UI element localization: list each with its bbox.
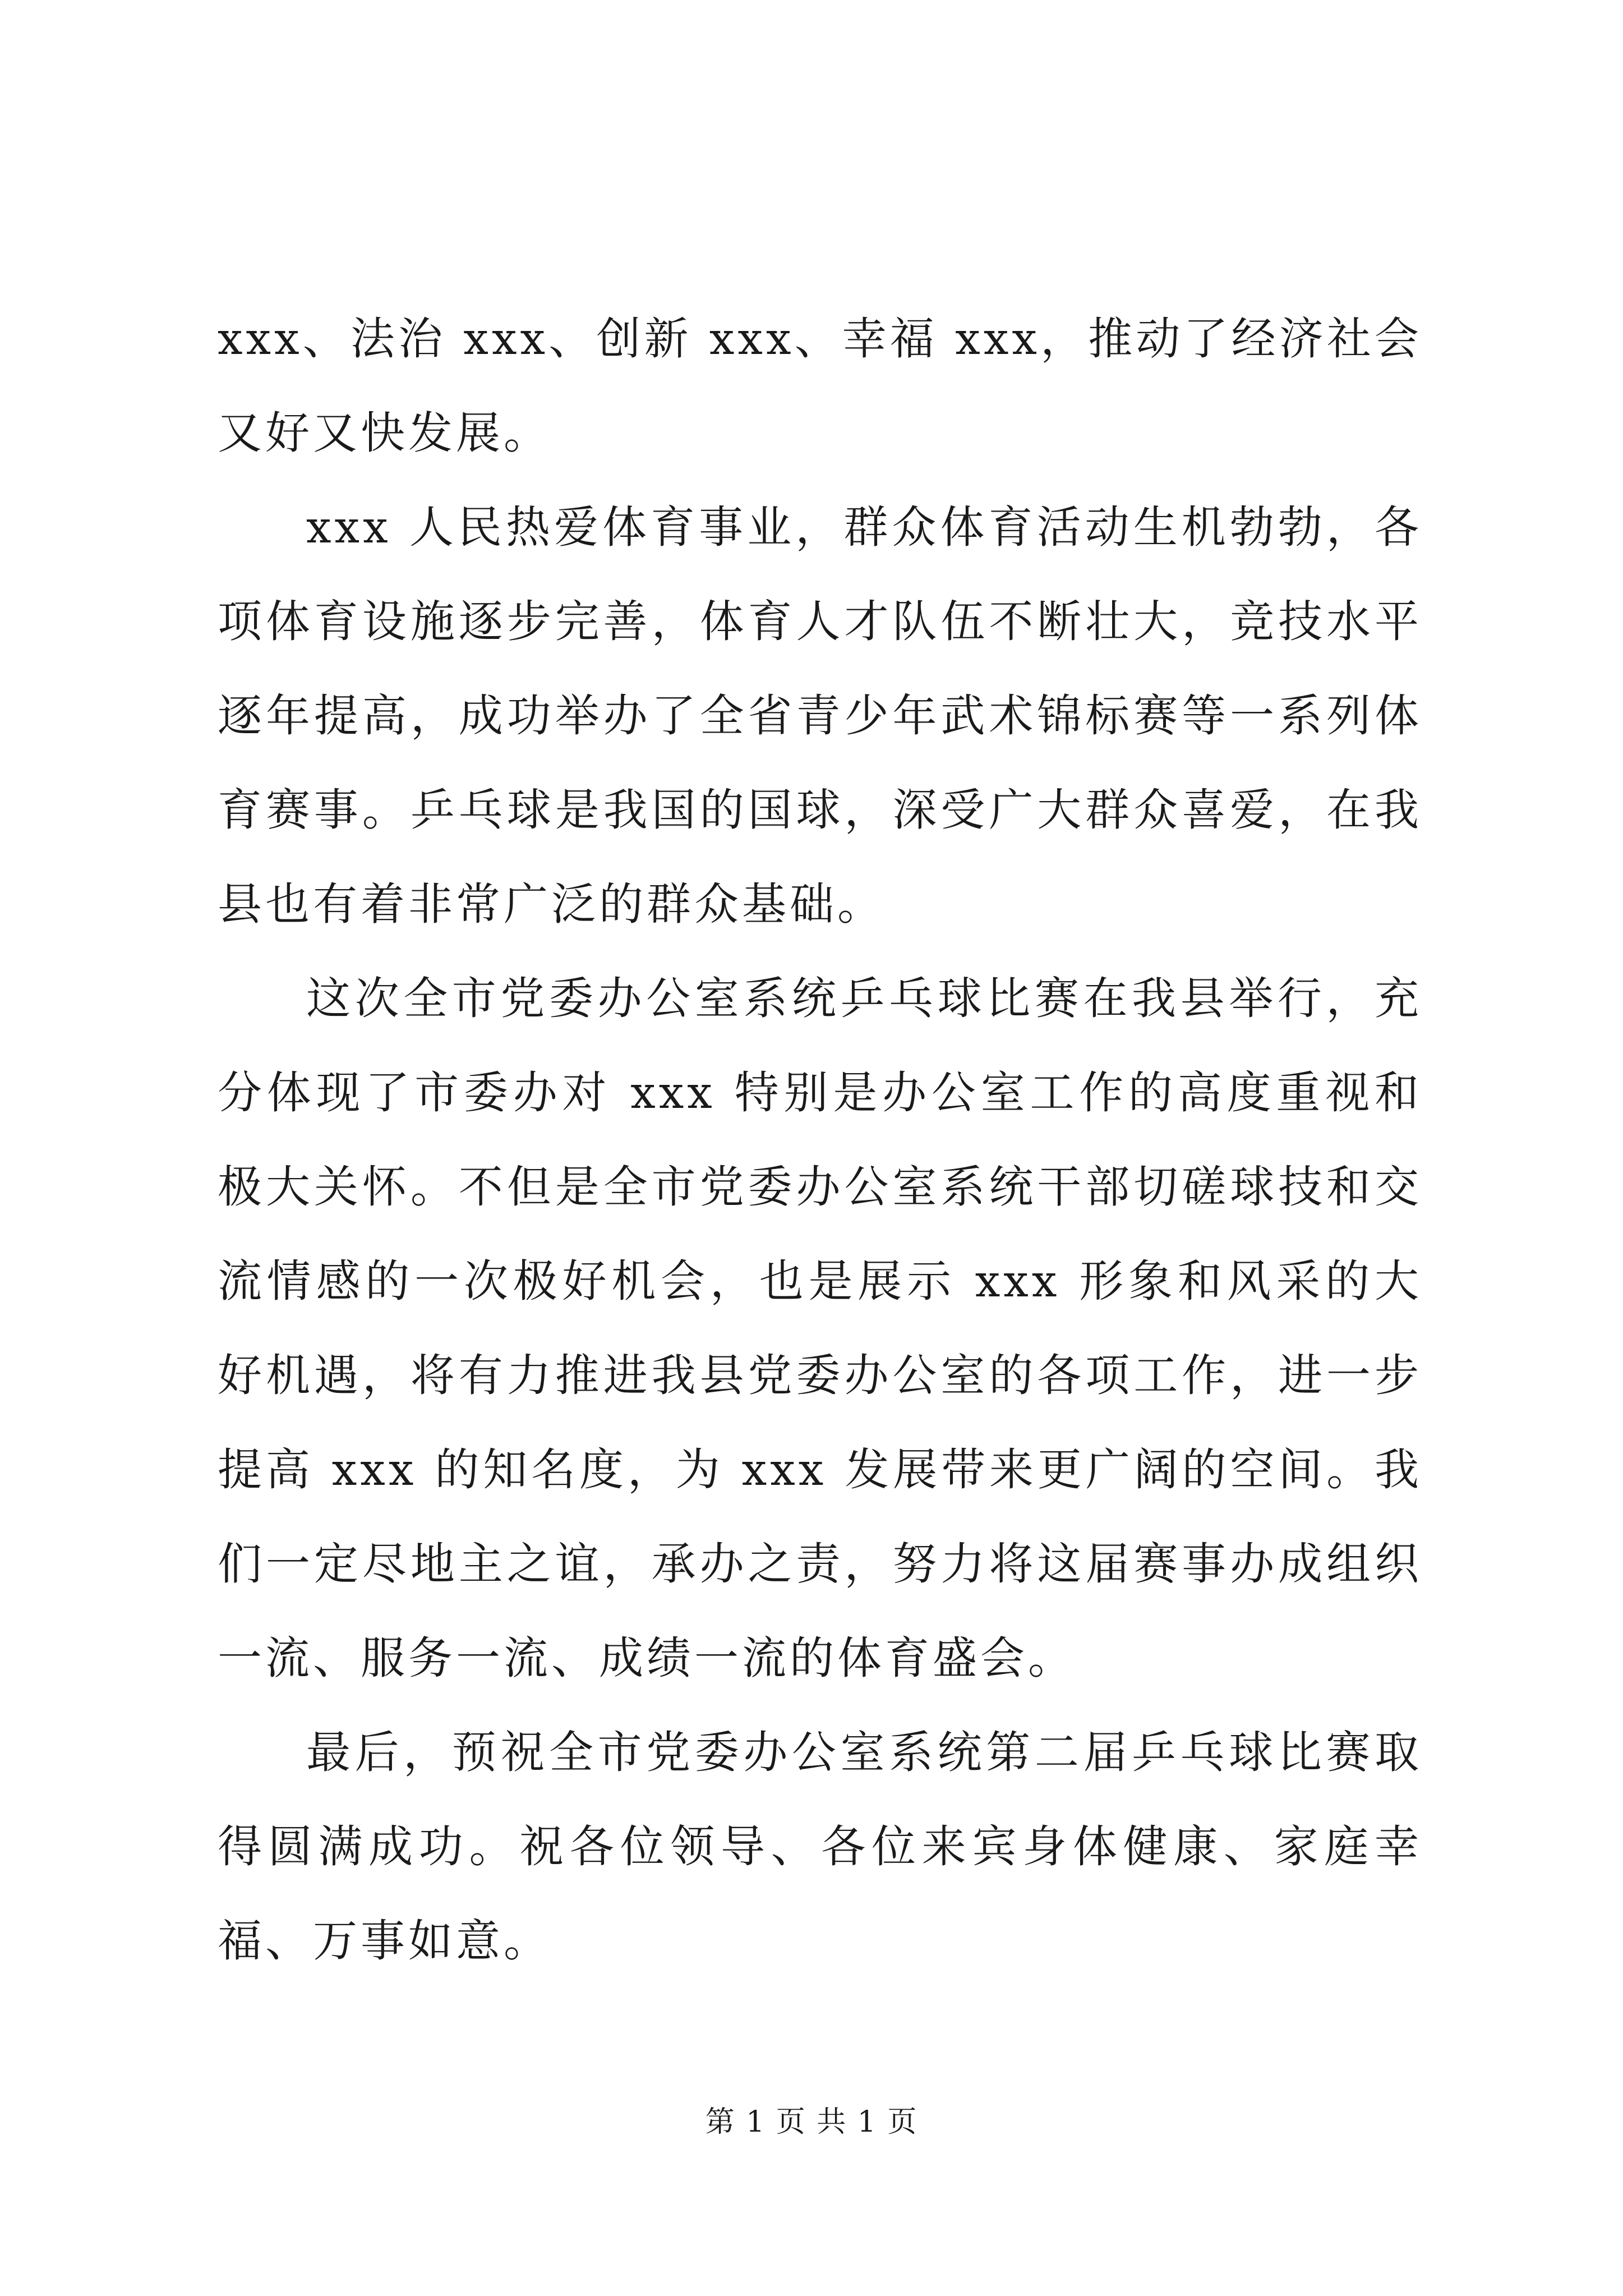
page-footer: 第 1 页 共 1 页	[705, 2105, 918, 2139]
paragraph-3: 这次全市党委办公室系统乒乓球比赛在我县举行，充分体现了市委办对 xxx 特别是办公室工作的高度重视和极大关怀。不但是全市党委办公室系统干部切磋球技和交流情感的一次极好机会，也是展示 xxx 形象和风采的大好机遇，将有力推进我县党委办公室的各项工作，进一步提高 xxx 的知名度，为 xxx 发展带来更广阔的空间。我们一定尽地主之谊，承办之责，努力将这届赛事办成组织一流、服务一流、成绩一流的体育盛会。	[218, 973, 1422, 1684]
paragraph-4: 最后，预祝全市党委办公室系统第二届乒乓球比赛取得圆满成功。祝各位领导、各位来宾身体健康、家庭幸福、万事如意。	[218, 1727, 1422, 1967]
paragraph-2: xxx 人民热爱体育事业，群众体育活动生机勃勃，各项体育设施逐步完善，体育人才队伍不断壮大，竞技水平逐年提高，成功举办了全省青少年武术锦标赛等一系列体育赛事。乒乓球是我国的国球，深受广大群众喜爱，在我县也有着非常广泛的群众基础。	[218, 501, 1422, 930]
document-body	[218, 292, 1422, 1988]
paragraph-1: xxx、法治 xxx、创新 xxx、幸福 xxx，推动了经济社会又好又快发展。	[218, 313, 1422, 459]
